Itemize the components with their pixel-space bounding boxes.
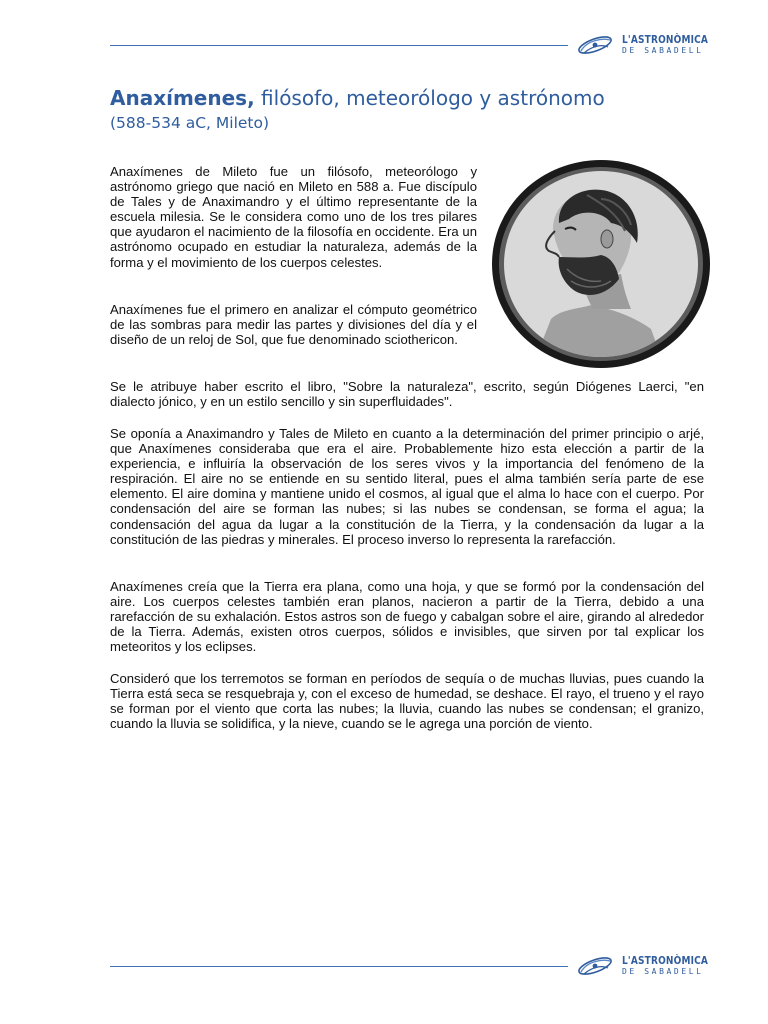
galaxy-logo-icon xyxy=(575,34,615,56)
paragraph-arche: Se oponía a Anaximandro y Tales de Mileto en cuanto a la determinación del primer principio o arjé, que Anaxímenes consideraba que era el aire. Probablemente hizo esta elección a partir de la experiencia, e influiría la observación de los seres vivos y la importancia del fenómeno de la respiración. El aire no se entiende en su sentido literal, pues el alma también sería parte de ese elemento. El aire domina y mantiene unido el cosmos, al igual que el alma lo hace con el cuerpo. Por condensación del aire se forman las nubes; si las nubes se condensan, se forma el agua; la condensación del agua da lugar a la constitución de la Tierra, y la condensación da lugar a la constitución de las piedras y minerales. El proceso inverso lo representa la rarefacción. xyxy=(110,426,704,547)
page-title xyxy=(110,86,605,110)
page-subtitle: (588-534 aC, Mileto) xyxy=(110,114,270,132)
paragraph-intro: Anaxímenes de Mileto fue un filósofo, meteorólogo y astrónomo griego que nació en Mileto en 588 a. Fue discípulo de Tales y de Anaximandro y el último representante de la escuela milesia. Se le considera como uno de los tres pilares que ayudaron el nacimiento de la filosofía en occidente. Era un astrónomo ocupado en estudiar la naturaleza, además de la forma y el movimiento de los cuerpos celestes. xyxy=(110,164,477,270)
logo-name-line1: L'ASTRONÒMICA xyxy=(622,33,709,46)
anaximenes-portrait-image xyxy=(491,159,712,370)
logo-name-line2: DE SABADELL xyxy=(622,967,704,976)
galaxy-logo-icon xyxy=(575,955,615,977)
header-logo xyxy=(575,32,709,60)
logo-name-line2: DE SABADELL xyxy=(622,46,704,55)
header-rule xyxy=(110,45,568,46)
footer-logo xyxy=(575,953,709,981)
paragraph-meteorology: Consideró que los terremotos se forman en períodos de sequía o de muchas lluvias, pues cuando la Tierra está seca se resquebraja y, con el exceso de humedad, se deshace. El rayo, el trueno y el rayo se forman por el viento que corta las nubes; la lluvia, cuando las nubes se condensan; el granizo, cuando la lluvia se solidifica, y la nieve, cuando se le agrega una porción de viento. xyxy=(110,671,704,732)
logo-name-line1: L'ASTRONÒMICA xyxy=(622,954,709,967)
title-name: Anaxímenes, xyxy=(110,86,255,110)
paragraph-flat-earth: Anaxímenes creía que la Tierra era plana, como una hoja, y que se formó por la condensación del aire. Los cuerpos celestes también eran planos, nacieron a partir de la Tierra, debido a una rarefacción de su exhalación. Estos astros son de fuego y cabalgan sobre el aire, girando al alrededor de la Tierra. Además, existen otros cuerpos, sólidos e invisibles, que sirven por tal explicar los meteoritos y los eclipses. xyxy=(110,579,704,655)
title-rest: filósofo, meteorólogo y astrónomo xyxy=(254,86,605,110)
paragraph-sundial: Anaxímenes fue el primero en analizar el cómputo geométrico de las sombras para medir las partes y divisiones del día y el diseño de un reloj de Sol, que fue denominado sciothericon. xyxy=(110,302,477,348)
footer-rule xyxy=(110,966,568,967)
paragraph-book: Se le atribuye haber escrito el libro, "Sobre la naturaleza", escrito, según Diógenes Laerci, "en dialecto jónico, y en un estilo sencillo y sin superfluidades". xyxy=(110,379,704,410)
